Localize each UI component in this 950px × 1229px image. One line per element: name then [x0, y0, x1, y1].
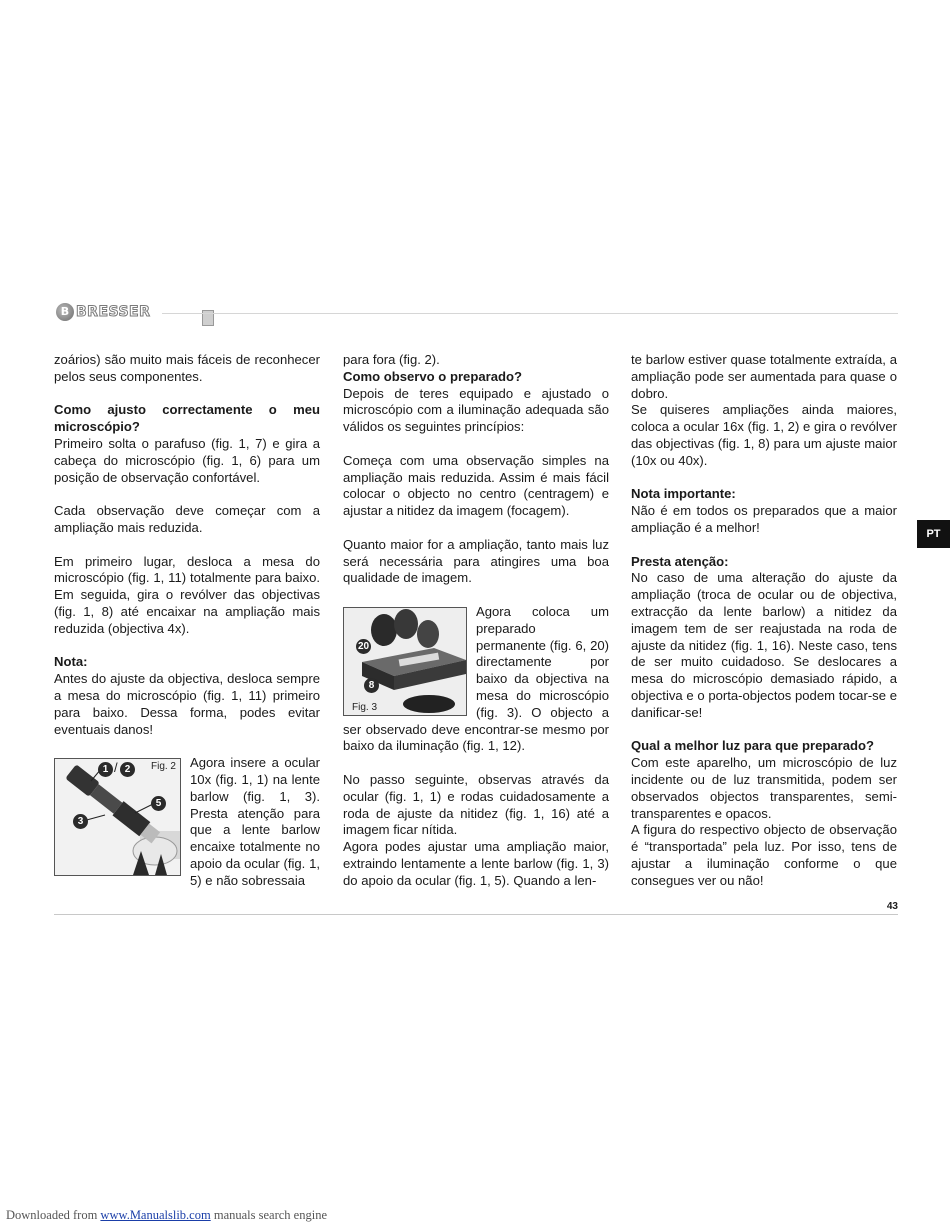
paragraph: Depois de teres equipado e ajustado o microscópio com a iluminação adequada são válidos os seguintes princípios:: [343, 385, 609, 435]
section-heading: Presta atenção:: [631, 553, 729, 569]
page-number: 43: [886, 901, 898, 912]
paragraph: Primeiro solta o parafuso (fig. 1, 7) e gira a cabeça do microscópio (fig. 1, 6) para um posição de observação confortável.: [54, 435, 320, 485]
stage-illustration: [344, 608, 466, 715]
bresser-logo: [56, 296, 150, 328]
download-footer: [6, 1208, 327, 1223]
paragraph: Se quiseres ampliações ainda maiores, coloca a ocular 16x (fig. 1, 2) e gira o revólver das objectivas (fig. 1, 8) para um ajuste maior (10x ou 40x).: [631, 402, 897, 468]
paragraph: Com este aparelho, um microscópio de luz incidente ou de luz transmitida, podem ser observados objectos transparentes, semi-transparentes e opacos.: [631, 755, 897, 821]
footer-prefix: Downloaded from: [6, 1208, 101, 1222]
paragraph: No passo seguinte, observas através da ocular (fig. 1, 1) e rodas cuidadosamente a roda de ajuste da nitidez (fig. 1, 16) até a imagem ficar nítida.: [343, 771, 609, 838]
section-heading: Qual a melhor luz para que preparado?: [631, 738, 875, 754]
language-tab: PT: [917, 520, 950, 548]
logo-badge-icon: B: [56, 303, 74, 321]
column-3: [631, 352, 897, 890]
callout-number: 5: [151, 796, 166, 811]
figure-caption: Fig. 3: [352, 701, 378, 713]
paragraph: Em primeiro lugar, desloca a mesa do microscópio (fig. 1, 11) totalmente para baixo. Em seguida, gira o revólver das objectivas (fig. 1, 8) até encaixar na ampliação mais reduzida (objectiva 4x).: [54, 553, 320, 636]
callout-number: 8: [364, 678, 379, 693]
paragraph: te barlow estiver quase totalmente extraída, a ampliação pode ser aumentada para quase o dobro.: [631, 352, 897, 401]
paragraph: Agora insere a ocular 10x (fig. 1, 1) na lente barlow (fig. 1, 3). Presta atenção para que a lente barlow encaixe totalmente no apoio da ocular (fig. 1, 5) e não sobressaia: [190, 755, 320, 888]
paragraph: zoários) são muito mais fáceis de reconhecer pelos seus componentes.: [54, 352, 320, 384]
section-heading: Nota importante:: [631, 486, 736, 502]
footer-suffix: manuals search engine: [210, 1208, 327, 1222]
figure-3-stage: [343, 607, 467, 716]
paragraph: Agora podes ajustar uma ampliação maior, extraindo lentamente a lente barlow (fig. 1, 3) do apoio da ocular (fig. 1, 5). Quando a len-: [343, 839, 609, 888]
paragraph: Não é em todos os preparados que a maior ampliação é a melhor!: [631, 503, 897, 535]
paragraph: Começa com uma observação simples na ampliação mais reduzida. Assim é mais fácil colocar o objecto no centro (centragem) e ajustar a nitidez da imagem (focagem).: [343, 452, 609, 519]
figure-2-eyepiece: [54, 758, 181, 876]
paragraph: para fora (fig. 2).: [343, 352, 440, 367]
paragraph: No caso de uma alteração do ajuste da ampliação (troca de ocular ou de objectiva, extracção da lente barlow) a nitidez da imagem tem de ser reajustada na roda de ajuste da nitidez (fig. 1, 16). Neste caso, tens de ser muito cuidadoso. Se deslocares a mesa do microscópio demasiado rápido, a objectiva e o porta-objectos podem tocar-se e danificar-se!: [631, 570, 897, 720]
section-heading: Nota:: [54, 654, 88, 670]
paragraph: Quanto maior for a ampliação, tanto mais luz será necessária para atingires uma boa qualidade de imagem.: [343, 536, 609, 586]
figure-caption: Fig. 2: [150, 761, 176, 773]
header-rule: [162, 313, 898, 314]
manualslib-link[interactable]: www.Manualslib.com: [100, 1208, 211, 1222]
callout-number: 2: [120, 762, 135, 777]
column-1: [54, 352, 320, 890]
callout-separator: /: [114, 760, 118, 776]
logo-wordmark: BRESSER: [76, 304, 151, 320]
paragraph: Cada observação deve começar com a ampliação mais reduzida.: [54, 503, 320, 535]
section-heading: Como observo o preparado?: [343, 368, 522, 384]
paragraph: Antes do ajuste da objectiva, desloca sempre a mesa do microscópio (fig. 1, 11) primeiro para baixo. Dessa forma, podes evitar eventuais danos!: [54, 671, 320, 737]
paragraph: A figura do respectivo objecto de observação é “transportada” pela luz. Por isso, tens de ajustar a iluminação conforme o que consegues ver ou não!: [631, 822, 897, 888]
section-heading: Como ajusto correctamente o meu microscópio?: [54, 402, 320, 435]
footer-rule: [54, 914, 898, 915]
callout-number: 20: [357, 640, 370, 652]
column-2: [343, 352, 609, 890]
paragraph: Agora coloca um preparado permanente (fig. 6, 20) directamente por baixo da objectiva na mesa do microscópio (fig. 3). O objecto a ser observado deve encontrar-se mesmo por baixo da iluminação (fig. 1, 12).: [343, 603, 609, 754]
callout-number: 3: [73, 814, 88, 829]
callout-number: 1: [98, 762, 113, 777]
